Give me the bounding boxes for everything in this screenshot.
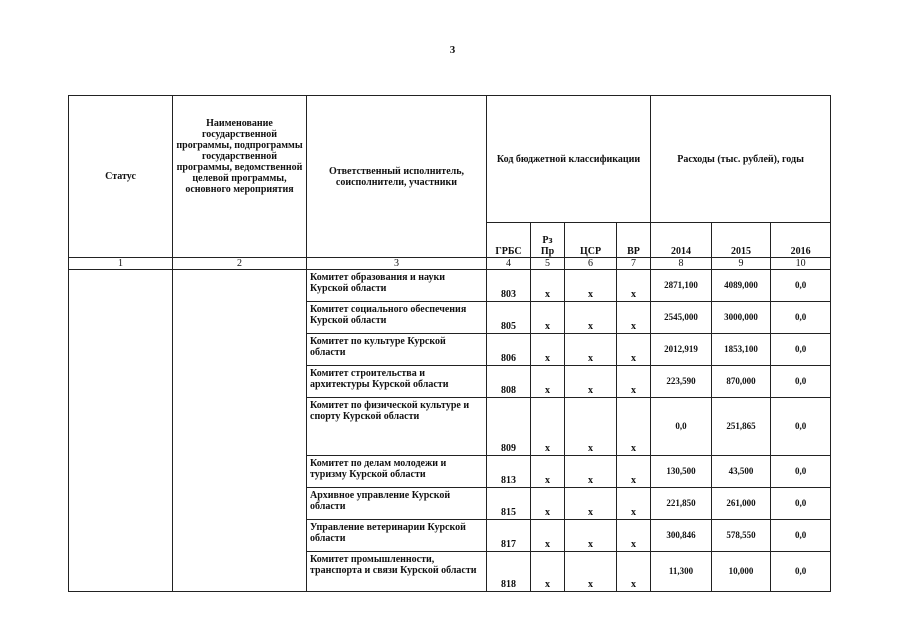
amount-2016: 0,0 [771, 270, 831, 302]
rzpr-cell: х [531, 552, 565, 592]
amount-2014: 300,846 [651, 520, 712, 552]
amount-2016: 0,0 [771, 520, 831, 552]
amount-2015: 3000,000 [712, 302, 771, 334]
grbs-cell: 818 [487, 552, 531, 592]
header-rzpr: Рз Пр [531, 223, 565, 258]
executor-cell: Комитет промышленности, транспорта и связи Курской области [307, 552, 487, 592]
amount-2014: 223,590 [651, 366, 712, 398]
column-number: 4 [487, 258, 531, 270]
amount-2014: 130,500 [651, 456, 712, 488]
grbs-cell: 806 [487, 334, 531, 366]
column-number: 1 [69, 258, 173, 270]
amount-2015: 251,865 [712, 398, 771, 456]
csr-cell: х [565, 398, 617, 456]
vr-cell: х [617, 520, 651, 552]
amount-2015: 10,000 [712, 552, 771, 592]
amount-2016: 0,0 [771, 488, 831, 520]
vr-cell: х [617, 270, 651, 302]
column-number: 8 [651, 258, 712, 270]
column-number: 6 [565, 258, 617, 270]
csr-cell: х [565, 488, 617, 520]
csr-cell: х [565, 302, 617, 334]
amount-2014: 2545,000 [651, 302, 712, 334]
vr-cell: х [617, 366, 651, 398]
rzpr-cell: х [531, 270, 565, 302]
executor-cell: Управление ветеринарии Курской области [307, 520, 487, 552]
amount-2015: 1853,100 [712, 334, 771, 366]
grbs-cell: 803 [487, 270, 531, 302]
rzpr-cell: х [531, 488, 565, 520]
amount-2015: 261,000 [712, 488, 771, 520]
column-number-row [69, 258, 831, 270]
header-year-2014: 2014 [651, 223, 712, 258]
csr-cell: х [565, 366, 617, 398]
grbs-cell: 815 [487, 488, 531, 520]
column-number: 7 [617, 258, 651, 270]
table-row [69, 270, 831, 302]
header-csr: ЦСР [565, 223, 617, 258]
rzpr-cell: х [531, 366, 565, 398]
amount-2016: 0,0 [771, 398, 831, 456]
csr-cell: х [565, 552, 617, 592]
amount-2015: 870,000 [712, 366, 771, 398]
executor-cell: Комитет по культуре Курской области [307, 334, 487, 366]
amount-2016: 0,0 [771, 552, 831, 592]
amount-2014: 2012,919 [651, 334, 712, 366]
grbs-cell: 805 [487, 302, 531, 334]
executor-cell: Комитет образования и науки Курской области [307, 270, 487, 302]
amount-2016: 0,0 [771, 302, 831, 334]
header-program-name: Наименование государственной программы, подпрограммы государственной программы, ведомственной целевой программы, основного мероприятия [173, 96, 307, 258]
rzpr-cell: х [531, 520, 565, 552]
csr-cell: х [565, 456, 617, 488]
vr-cell: х [617, 334, 651, 366]
executor-cell: Комитет по делам молодежи и туризму Курской области [307, 456, 487, 488]
rzpr-cell: х [531, 456, 565, 488]
header-status: Статус [69, 96, 173, 258]
header-year-2016: 2016 [771, 223, 831, 258]
grbs-cell: 817 [487, 520, 531, 552]
page-number: 3 [449, 44, 456, 56]
executor-cell: Архивное управление Курской области [307, 488, 487, 520]
column-number: 5 [531, 258, 565, 270]
vr-cell: х [617, 488, 651, 520]
amount-2014: 11,300 [651, 552, 712, 592]
executor-cell: Комитет социального обеспечения Курской области [307, 302, 487, 334]
amount-2016: 0,0 [771, 456, 831, 488]
vr-cell: х [617, 398, 651, 456]
header-vr: ВР [617, 223, 651, 258]
executor-cell: Комитет по физической культуре и спорту Курской области [307, 398, 487, 456]
amount-2014: 0,0 [651, 398, 712, 456]
column-number: 9 [712, 258, 771, 270]
rzpr-cell: х [531, 334, 565, 366]
column-number: 10 [771, 258, 831, 270]
executor-cell: Комитет строительства и архитектуры Курской области [307, 366, 487, 398]
header-budget-code: Код бюджетной классификации [487, 96, 651, 223]
rzpr-cell: х [531, 398, 565, 456]
budget-table [68, 95, 831, 592]
status-cell [69, 270, 173, 592]
amount-2015: 43,500 [712, 456, 771, 488]
amount-2015: 578,550 [712, 520, 771, 552]
header-expenses: Расходы (тыс. рублей), годы [651, 96, 831, 223]
program-name-cell [173, 270, 307, 592]
column-number: 3 [307, 258, 487, 270]
vr-cell: х [617, 302, 651, 334]
column-number: 2 [173, 258, 307, 270]
amount-2016: 0,0 [771, 366, 831, 398]
amount-2015: 4089,000 [712, 270, 771, 302]
csr-cell: х [565, 334, 617, 366]
vr-cell: х [617, 456, 651, 488]
amount-2016: 0,0 [771, 334, 831, 366]
header-year-2015: 2015 [712, 223, 771, 258]
amount-2014: 2871,100 [651, 270, 712, 302]
amount-2014: 221,850 [651, 488, 712, 520]
header-executor: Ответственный исполнитель, соисполнители, участники [307, 96, 487, 258]
grbs-cell: 813 [487, 456, 531, 488]
rzpr-cell: х [531, 302, 565, 334]
csr-cell: х [565, 270, 617, 302]
header-grbs: ГРБС [487, 223, 531, 258]
csr-cell: х [565, 520, 617, 552]
grbs-cell: 808 [487, 366, 531, 398]
grbs-cell: 809 [487, 398, 531, 456]
vr-cell: х [617, 552, 651, 592]
